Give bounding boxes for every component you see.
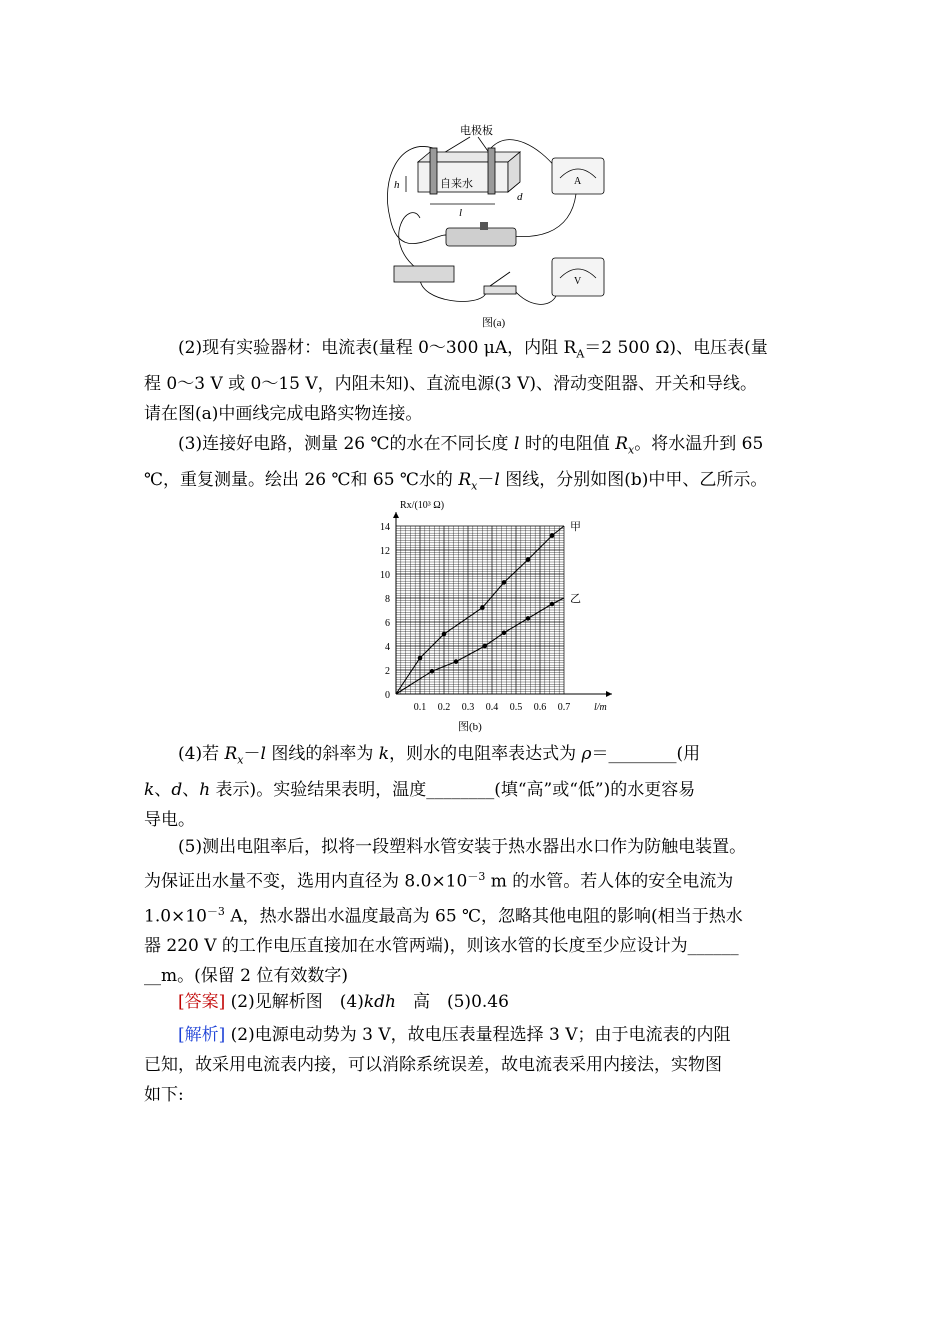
- p5-line1: (5)测出电阻率后，拟将一段塑料水管安装于热水器出水口作为防触电装置。: [178, 837, 747, 857]
- y-tick-label: 2: [385, 666, 390, 677]
- p5-line2b: m 的水管。若人体的安全电流为: [485, 871, 734, 892]
- rx-l-chart: [368, 500, 618, 740]
- p4-line2f: 表示)。实验结果表明，温度________(填“高”或“低”)的水更容易: [210, 780, 696, 801]
- p4-line3: 导电。: [144, 810, 195, 831]
- y-tick-label: 8: [385, 594, 390, 605]
- figure-a: [380, 118, 620, 333]
- p3-line2a: ℃，重复测量。绘出 26 ℃和 65 ℃水的: [144, 470, 459, 491]
- answer-block: [144, 987, 816, 1017]
- p2-line3: 请在图(a)中画线完成电路实物连接。: [144, 404, 423, 425]
- data-point: [454, 659, 459, 664]
- p4-k: k: [144, 780, 155, 801]
- p3-line2c: 图线，分别如图(b)中甲、乙所示。: [499, 470, 768, 491]
- x-tick-label: 0.1: [413, 702, 427, 713]
- p5-sup1: －3: [467, 870, 486, 883]
- figure-b-caption: 图(b): [458, 721, 482, 733]
- series-label: 甲: [570, 521, 581, 533]
- p4-line1c: 图线的斜率为: [265, 744, 379, 764]
- p2-line1: (2)现有实验器材：电流表(量程 0～300 μA，内阻 R: [178, 338, 577, 358]
- p4-line1b: －: [243, 744, 261, 764]
- y-tick-label: 0: [385, 690, 390, 701]
- var-l: l: [513, 434, 520, 454]
- figure-a-caption: 图(a): [482, 317, 506, 329]
- data-point: [442, 632, 447, 637]
- y-tick-label: 12: [380, 546, 390, 557]
- var-R: R: [615, 434, 629, 454]
- data-point: [430, 669, 435, 674]
- analysis-line2: 已知，故采用电流表内接，可以消除系统误差，故电流表采用内接法，实物图: [144, 1055, 722, 1075]
- x-axis-label: l/m: [594, 702, 607, 713]
- x-tick-label: 0.5: [509, 702, 523, 713]
- data-point: [526, 557, 531, 562]
- p3-line2b: －: [477, 470, 495, 491]
- answer-kdh: kdh: [363, 992, 396, 1012]
- data-point: [418, 656, 423, 661]
- p5-line3a: 1.0×10: [144, 906, 207, 927]
- p4-var-R: R: [224, 744, 238, 764]
- figure-b: [368, 500, 618, 740]
- p5-line3b: A，热水器出水温度最高为 65 ℃，忽略其他电阻的影响(相当于热水: [224, 906, 743, 927]
- p5-line5: __m。(保留 2 位有效数字): [144, 966, 349, 987]
- data-point: [480, 605, 485, 610]
- p4-line1a: (4)若: [178, 744, 225, 764]
- data-point: [483, 644, 488, 649]
- y-axis-arrow: [393, 512, 399, 518]
- apparatus-diagram: [380, 118, 620, 333]
- p4-var-x: x: [237, 753, 244, 767]
- analysis-tag: [解析]: [178, 1025, 226, 1045]
- analysis-line3: 如下:: [144, 1085, 184, 1105]
- water-label: 自来水: [440, 178, 473, 190]
- p4-sep1: 、: [154, 780, 172, 801]
- answer-text-a: (2)见解析图 (4): [225, 992, 364, 1012]
- battery: [394, 266, 454, 282]
- h-label: h: [394, 179, 400, 191]
- x-tick-label: 0.2: [437, 702, 451, 713]
- x-tick-label: 0.3: [461, 702, 475, 713]
- p4-sep2: 、: [182, 780, 200, 801]
- data-point: [526, 616, 531, 621]
- p3-line1c: 。将水温升到 65: [634, 434, 764, 454]
- p4-line1e: ＝________(用: [591, 744, 701, 764]
- paragraph-2: [144, 333, 816, 429]
- var-l2: l: [494, 470, 500, 491]
- data-point: [550, 602, 555, 607]
- var-R2: R: [458, 470, 472, 491]
- p4-var-rho: ρ: [581, 744, 592, 764]
- analysis-line1: (2)电源电动势为 3 V，故电压表量程选择 3 V；由于电流表的内阻: [225, 1025, 731, 1045]
- rheostat: [446, 228, 516, 246]
- answer-tag: [答案]: [178, 992, 226, 1012]
- p5-line2a: 为保证出水量不变，选用内直径为 8.0×10: [144, 871, 468, 892]
- p4-d: d: [171, 780, 183, 801]
- x-tick-label: 0.7: [557, 702, 571, 713]
- paragraph-4: [144, 739, 816, 835]
- voltmeter-label: V: [574, 276, 582, 287]
- p3-line1b: 时的电阻值: [519, 434, 616, 454]
- p2-sub: A: [576, 347, 585, 361]
- l-label: l: [459, 207, 463, 219]
- var-x: x: [628, 443, 635, 457]
- d-label: d: [517, 191, 523, 203]
- y-tick-label: 4: [385, 642, 390, 653]
- electrode-label: 电极板: [460, 125, 493, 137]
- var-x2: x: [471, 479, 478, 493]
- data-point: [502, 631, 507, 636]
- y-tick-label: 14: [380, 522, 390, 533]
- p3-line1a: (3)连接好电路，测量 26 ℃的水在不同长度: [178, 434, 514, 454]
- y-tick-label: 10: [380, 570, 390, 581]
- p4-h: h: [199, 780, 211, 801]
- paragraph-3: [144, 429, 816, 502]
- series-label: 乙: [570, 593, 581, 605]
- p4-var-k: k: [378, 744, 390, 764]
- p5-sup2: －3: [206, 904, 225, 918]
- y-axis-label: Rx/(10³ Ω): [400, 500, 445, 511]
- x-axis-arrow: [606, 691, 612, 697]
- answer-text-b: 高 (5)0.46: [395, 992, 509, 1012]
- data-point: [550, 533, 555, 538]
- p2-line2: 程 0～3 V 或 0～15 V，内阻未知)、直流电源(3 V)、滑动变阻器、开关和导线。: [144, 374, 758, 395]
- p4-var-l: l: [260, 744, 266, 764]
- data-point: [502, 580, 507, 585]
- paragraph-5: [144, 832, 816, 991]
- p5-line4: 器 220 V 的工作电压直接加在水管两端)，则该水管的长度至少应设计为______: [144, 936, 739, 957]
- p4-line1d: ，则水的电阻率表达式为: [389, 744, 582, 764]
- switch: [484, 286, 516, 294]
- y-tick-label: 6: [385, 618, 390, 629]
- x-tick-label: 0.6: [533, 702, 547, 713]
- ammeter-label: A: [574, 176, 582, 187]
- x-tick-label: 0.4: [485, 702, 499, 713]
- p2-line1b: ＝2 500 Ω)、电压表(量: [584, 338, 768, 358]
- analysis-block: [144, 1020, 816, 1110]
